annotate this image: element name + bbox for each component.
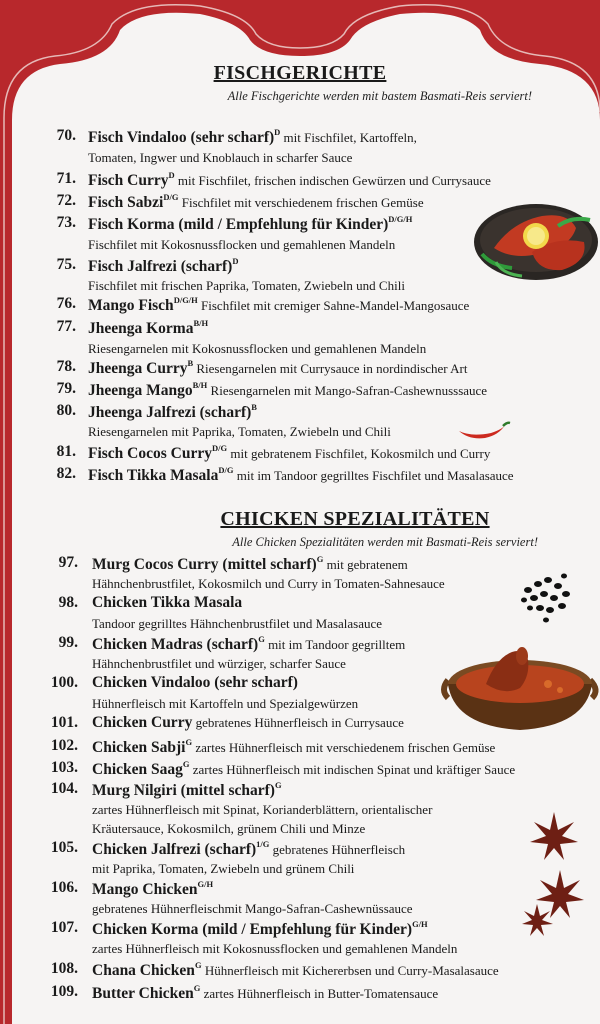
item-name: Chicken Vindaloo (sehr scharf): [92, 674, 298, 691]
item-name: Jheenga Mango: [88, 382, 193, 399]
item-name: Jheenga Korma: [88, 320, 194, 337]
item-number: 98.: [58, 594, 78, 611]
menu-item: [88, 465, 514, 485]
allergen-codes: G: [182, 759, 190, 769]
allergen-codes: D: [232, 256, 239, 266]
item-description: Hühnerfleisch mit Kichererbsen und Curry-Masalasauce: [204, 963, 499, 978]
menu-item: [88, 402, 257, 422]
menu-item: [92, 983, 438, 1003]
allergen-codes: D/G: [218, 465, 234, 475]
item-description: zartes Hühnerfleisch in Butter-Tomatensauce: [203, 986, 439, 1001]
menu-item: [88, 318, 208, 338]
item-description: zartes Hühnerfleisch mit verschiedenem frischen Gemüse: [195, 740, 496, 755]
item-description: Riesengarnelen mit Mango-Safran-Cashewnusssauce: [210, 383, 488, 398]
item-description: Tandoor gegrilltes Hähnchenbrustfilet und Masalasauce: [92, 616, 383, 631]
item-number: 70.: [56, 127, 76, 144]
allergen-codes: G/H: [412, 919, 428, 929]
black-beans-image: [518, 568, 576, 624]
chicken-section-subtitle: Alle Chicken Spezialitäten werden mit Basmati-Reis serviert!: [232, 535, 538, 549]
item-name: Chicken Curry: [92, 714, 193, 731]
item-number: 99.: [58, 634, 78, 651]
allergen-codes: D/G/H: [388, 214, 413, 224]
allergen-codes: B: [251, 402, 257, 412]
allergen-codes: G: [258, 634, 265, 644]
item-number: 76.: [56, 295, 76, 312]
item-name: Fisch Vindaloo (sehr scharf): [88, 129, 275, 146]
menu-item: [92, 737, 495, 757]
item-name: Chicken Tikka Masala: [92, 594, 243, 611]
item-description: Riesengarnelen mit Kokosnussflocken und gemahlenen Mandeln: [88, 341, 427, 356]
item-description: Hühnerfleisch mit Kartoffeln und Spezialgewürzen: [92, 696, 359, 711]
item-name: Fisch Tikka Masala: [88, 467, 219, 484]
item-name: Jheenga Curry: [88, 360, 188, 377]
item-description: Tomaten, Ingwer und Knoblauch in scharfer Sauce: [88, 150, 353, 165]
menu-item: [92, 674, 298, 692]
allergen-codes: D: [168, 170, 175, 180]
item-description: zartes Hühnerfleisch mit indischen Spinat und kräftiger Sauce: [192, 762, 516, 777]
item-number: 77.: [56, 318, 76, 335]
menu-item: [92, 759, 515, 779]
chicken-curry-bowl-image: [440, 640, 600, 736]
item-name: Murg Cocos Curry (mittel scharf): [92, 556, 317, 573]
allergen-codes: G: [316, 554, 324, 564]
item-description: mit Fischfilet, frischen indischen Gewürzen und Currysauce: [177, 173, 491, 188]
item-number: 102.: [50, 737, 78, 754]
item-number: 101.: [50, 714, 78, 731]
menu-item: [92, 960, 499, 980]
item-number: 82.: [56, 465, 76, 482]
item-description: Hähnchenbrustfilet und würziger, scharfer Sauce: [92, 656, 346, 671]
item-name: Fisch Cocos Curry: [88, 445, 212, 462]
allergen-codes: G: [194, 960, 202, 970]
menu-item: [92, 554, 408, 574]
menu-item: [92, 714, 404, 732]
item-description: Kräutersauce, Kokosmilch, grünem Chili und Minze: [92, 821, 366, 836]
menu-item: [88, 295, 469, 315]
menu-item: [92, 780, 282, 800]
item-description: Fischfilet mit Kokosnussflocken und gemahlenen Mandeln: [88, 237, 396, 252]
menu-item: [92, 634, 405, 654]
allergen-codes: G/H: [197, 879, 214, 889]
item-number: 103.: [50, 759, 78, 776]
allergen-codes: D/G: [163, 192, 179, 202]
chicken-section-title: CHICKEN SPEZIALITÄTEN: [220, 508, 490, 530]
item-description: gebratenes Hühnerfleischmit Mango-Safran-Cashewnüssauce: [92, 901, 413, 916]
item-name: Mango Fisch: [88, 297, 174, 314]
item-description: mit im Tandoor gegrilltem: [268, 637, 406, 652]
allergen-codes: B/H: [192, 380, 208, 390]
allergen-codes: B/H: [193, 318, 209, 328]
item-name: Fisch Jalfrezi (scharf): [88, 258, 233, 275]
allergen-codes: D/G/H: [173, 295, 198, 305]
item-name: Mango Chicken: [92, 881, 198, 898]
item-name: Chicken Sabji: [92, 739, 186, 756]
menu-item: [92, 879, 213, 899]
menu-item: [92, 594, 242, 612]
menu-item: [88, 214, 412, 234]
item-description: mit Paprika, Tomaten, Zwiebeln und grünem Chili: [92, 861, 355, 876]
menu-item: [88, 170, 491, 190]
item-number: 106.: [50, 879, 78, 896]
allergen-codes: G: [274, 780, 282, 790]
item-name: Fisch Curry: [88, 172, 169, 189]
allergen-codes: 1/G: [256, 839, 270, 849]
item-number: 108.: [50, 960, 78, 977]
allergen-codes: D/G: [212, 443, 228, 453]
menu-item: [92, 919, 428, 939]
allergen-codes: B: [187, 358, 194, 368]
allergen-codes: G: [185, 737, 193, 747]
item-name: Chicken Korma (mild / Empfehlung für Kinder): [92, 921, 413, 938]
grilled-fish-plate-image: [472, 192, 598, 284]
star-anise-icon: [520, 808, 590, 938]
menu-item: [88, 192, 424, 212]
item-description: mit gebratenem Fischfilet, Kokosmilch und Curry: [230, 446, 491, 461]
item-name: Chana Chicken: [92, 962, 195, 979]
item-description: zartes Hühnerfleisch mit Kokosnussflocken und gemahlenen Mandeln: [92, 941, 458, 956]
item-description: Fischfilet mit frischen Paprika, Tomaten, Zwiebeln und Chili: [88, 278, 405, 293]
item-number: 73.: [56, 214, 76, 231]
item-number: 79.: [56, 380, 76, 397]
item-number: 104.: [50, 780, 78, 797]
item-number: 80.: [56, 402, 76, 419]
item-description: Riesengarnelen mit Currysauce in nordindischer Art: [196, 361, 468, 376]
item-number: 100.: [50, 674, 78, 691]
menu-item: [88, 443, 490, 463]
chili-pepper-icon: [455, 419, 511, 441]
item-number: 109.: [50, 983, 78, 1000]
item-name: Jheenga Jalfrezi (scharf): [88, 404, 252, 421]
item-number: 71.: [56, 170, 76, 187]
allergen-codes: G: [193, 983, 201, 993]
item-description: zartes Hühnerfleisch mit Spinat, Korianderblättern, orientalischer: [92, 802, 433, 817]
item-number: 107.: [50, 919, 78, 936]
menu-item: [88, 256, 238, 276]
item-description: gebratenes Hühnerfleisch in Currysauce: [195, 715, 404, 730]
menu-item: [92, 839, 405, 859]
item-description: Hähnchenbrustfilet, Kokosmilch und Curry in Tomaten-Sahnesauce: [92, 576, 445, 591]
item-name: Chicken Saag: [92, 761, 183, 778]
item-description: Fischfilet mit verschiedenem frischen Gemüse: [181, 195, 424, 210]
item-description: mit Fischfilet, Kartoffeln,: [283, 130, 417, 145]
item-number: 78.: [56, 358, 76, 375]
item-description: Riesengarnelen mit Paprika, Tomaten, Zwiebeln und Chili: [88, 424, 391, 439]
fish-section-title: FISCHGERICHTE: [213, 62, 387, 84]
fish-section-subtitle: Alle Fischgerichte werden mit bastem Basmati-Reis serviert!: [227, 89, 532, 103]
item-number: 72.: [56, 192, 76, 209]
item-description: mit im Tandoor gegrilltes Fischfilet und Masalasauce: [236, 468, 514, 483]
item-number: 81.: [56, 443, 76, 460]
item-name: Murg Nilgiri (mittel scharf): [92, 782, 275, 799]
allergen-codes: D: [274, 127, 281, 137]
item-name: Fisch Korma (mild / Empfehlung für Kinder): [88, 216, 389, 233]
menu-item: [88, 380, 487, 400]
item-name: Chicken Madras (scharf): [92, 636, 259, 653]
item-name: Chicken Jalfrezi (scharf): [92, 841, 257, 858]
item-number: 105.: [50, 839, 78, 856]
item-description: gebratenes Hühnerfleisch: [272, 842, 406, 857]
item-name: Butter Chicken: [92, 985, 194, 1002]
item-number: 97.: [58, 554, 78, 571]
item-description: mit gebratenem: [326, 557, 408, 572]
item-name: Fisch Sabzi: [88, 194, 164, 211]
menu-item: [88, 358, 468, 378]
item-description: Fischfilet mit cremiger Sahne-Mandel-Mangosauce: [201, 298, 470, 313]
menu-item: [88, 127, 417, 147]
item-number: 75.: [56, 256, 76, 273]
